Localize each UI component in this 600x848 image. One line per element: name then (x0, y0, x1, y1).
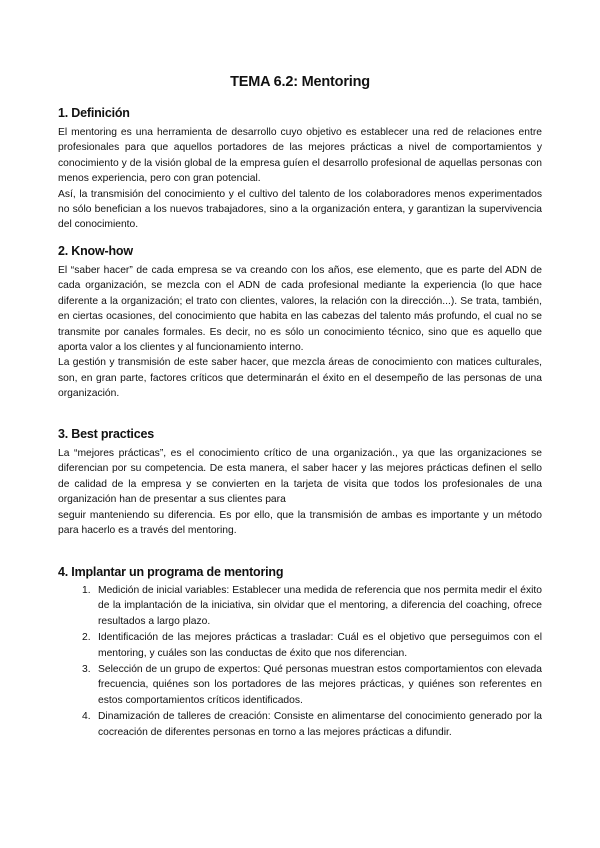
document-title: TEMA 6.2: Mentoring (230, 74, 370, 90)
list-item (58, 583, 542, 629)
list-text: Dinamización de talleres de creación: Consiste en alimentarse del conocimiento generado por la cocreación de diferentes personas en torno a las mejores prácticas a difundir. (98, 711, 542, 738)
section-heading-best-practices: 3. Best practices (58, 427, 154, 441)
paragraph: seguir manteniendo su diferencia. Es por ello, que la transmisión de ambas es importante y un método para hacerlo es a través del mentoring. (58, 509, 542, 537)
list-number: 1. (82, 585, 91, 596)
paragraph: La gestión y transmisión de este saber hacer, que mezcla áreas de conocimiento con matices culturales, son, en gran parte, factores críticos que determinarán el éxito en el desempeño de las personas de una organización. (58, 357, 542, 400)
section-heading-definicion: 1. Definición (58, 106, 130, 120)
list-text: Identificación de las mejores prácticas a trasladar: Cuál es el objetivo que perseguimos con el mentoring, y cuáles son las conductas de éxito que nos diferencian. (98, 632, 542, 659)
list-number: 2. (82, 632, 91, 644)
list-item (58, 662, 542, 708)
list-item (58, 709, 542, 740)
section-body-know-how (58, 263, 542, 402)
list-text: Medición de inicial variables: Establecer una medida de referencia que nos permita medir el éxito de la implantación de la iniciativa, sin olvidar que el mentoring, a diferencia del coaching, ofrece resultados a largo plazo. (98, 585, 542, 627)
list-number: 3. (82, 664, 91, 676)
paragraph: Así, la transmisión del conocimiento y el cultivo del talento de los colaboradores menos experimentados no sólo benefician a los nuevos trabajadores, sino a la organización entera, y garantizan la supervivencia del conocimiento. (58, 188, 542, 231)
list-item (58, 630, 542, 661)
section-heading-implantar: 4. Implantar un programa de mentoring (58, 565, 284, 579)
list-text: Selección de un grupo de expertos: Qué personas muestran estos comportamientos con elevada frecuencia, quiénes son los portadores de las mejores prácticas, y quiénes son referentes en estos comportamientos críticos identificados. (98, 664, 542, 706)
paragraph: El “saber hacer” de cada empresa se va creando con los años, ese elemento, que es parte del ADN de cada organización, se mezcla con el ADN de cada profesional mediante la experiencia (lo que hace diferente a la organización; el trato con clientes, valores, la relación con la dirección...). Se trata, también, en ciertas ocasiones, del conocimiento que habita en las cabezas del talento más profundo, el cual no se transmite por canales formales. Es decir, no es sólo un conocimiento técnico, sino que es aquello que aporta valor a los clientes y al funcionamiento interno. (58, 265, 542, 354)
section-heading-know-how: 2. Know-how (58, 244, 133, 258)
paragraph: El mentoring es una herramienta de desarrollo cuyo objetivo es establecer una red de relaciones entre profesionales para que aquellos portadores de las mejores prácticas a nivel de comportamientos y conocimiento y de la visión global de la empresa guíen el desarrollo profesional de aquellas personas con menos experiencia, pero con gran potencial. (58, 127, 542, 185)
section-body-definicion (58, 125, 542, 233)
paragraph: La “mejores prácticas”, es el conocimiento crítico de una organización., ya que las organizaciones se diferencian por su competencia. De esta manera, el saber hacer y las mejores prácticas definen el sello de calidad de la empresa y se convierten en la tarjeta de visita que todos los profesionales de una organización han de presentar a sus clientes para (58, 448, 542, 506)
section-body-best-practices (58, 446, 542, 538)
implantation-steps-list (58, 583, 542, 741)
list-number: 4. (82, 711, 91, 723)
